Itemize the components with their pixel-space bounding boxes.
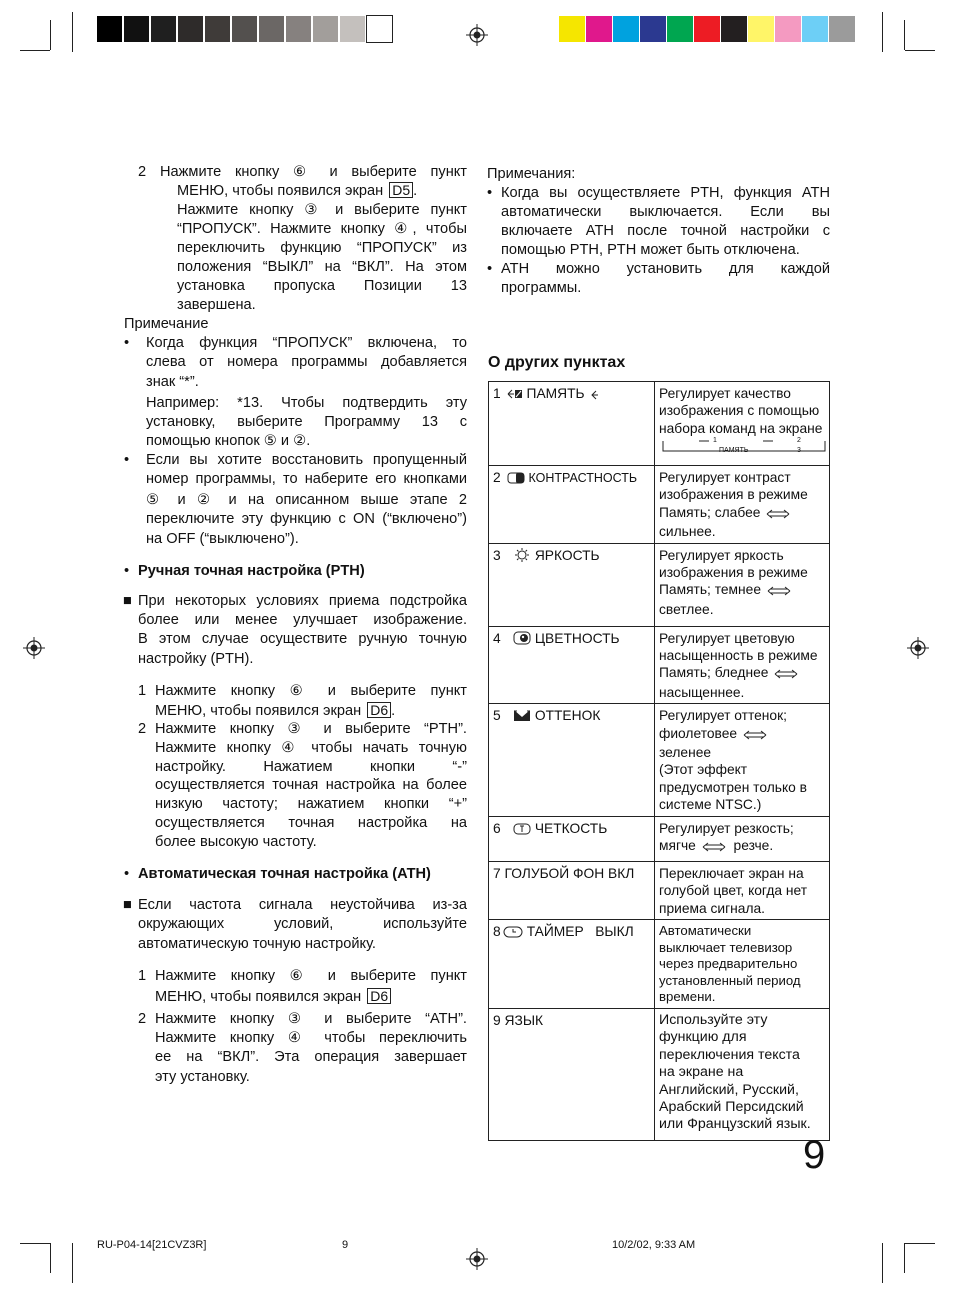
gray-swatch <box>313 16 338 42</box>
ath-step1-line: МЕНЮ, чтобы появился экран D6 <box>155 988 391 1007</box>
note2-line: Если вы хотите восстановить пропущенный <box>146 452 467 468</box>
rth-step1-line: МЕНЮ, чтобы появился экран D6 . <box>155 702 396 719</box>
table-row: 8 ТАЙМЕР ВЫКЛ Автоматически выключает телевизор через предварительно установленный период времени. <box>489 919 830 1008</box>
bullet: • <box>124 563 130 579</box>
step2-number: 2 <box>138 164 147 180</box>
step2-line: “ПРОПУСК”. Нажмите кнопку ④, чтобы <box>177 221 467 237</box>
bullet: • <box>124 452 130 468</box>
gray-swatch <box>151 16 176 42</box>
note1-line: Например: *13. Чтобы подтвердить эту <box>146 395 467 411</box>
gray-swatch <box>259 16 284 42</box>
table-row: 7 ГОЛУБОЙ ФОН ВКЛ Переключает экран на голубой цвет, когда нет приема сигнала. <box>489 861 830 919</box>
step2-line: Нажмите кнопку ③ и выберите пункт <box>177 202 467 218</box>
note2-line: номер программы, то наберите его кнопками <box>146 471 467 487</box>
rth-step2-line: более высокую частоту. <box>155 834 317 850</box>
square-bullet: ■ <box>123 897 132 913</box>
rth-step2-line: низкую частоту; нажатием кнопки “+” <box>155 796 467 812</box>
note1-line: Когда функция “ПРОПУСК” включена, то <box>146 335 467 351</box>
double-arrow-icon <box>743 727 767 744</box>
section-title: О других пунктах <box>488 354 626 371</box>
ath-step2-line: Нажмите кнопку ③ и выберите “ATH”. <box>155 1011 467 1027</box>
menu-items-table <box>488 381 830 1141</box>
gray-swatch <box>124 16 149 42</box>
screen-tag-d5: D5 <box>389 182 413 198</box>
contrast-icon <box>507 471 525 488</box>
color-swatch <box>694 16 720 42</box>
screen-tag-d6: D6 <box>367 988 391 1004</box>
color-swatch <box>775 16 801 42</box>
registration-mark-bottom-icon <box>466 1248 488 1270</box>
color-swatch <box>559 16 585 42</box>
rth-step2-line: осуществляется точная настройка на <box>155 815 467 831</box>
step-number: 1 <box>138 683 147 699</box>
table-row: 1 ПАМЯТЬ Регулирует качество изображения с помощью набора команд на экране 1 2 ПАМЯТЬ 3 <box>489 382 830 466</box>
registration-mark-right-icon <box>907 637 929 659</box>
note1-line: слева от номера программы добавляется <box>146 354 467 370</box>
table-row: 5 ОТТЕНОК Регулирует оттенок; фиолетовее зеленее (Этот эффект предусмотрен только в системе NTSC.) <box>489 704 830 816</box>
gray-swatch <box>178 16 203 42</box>
table-row: 9 ЯЗЫК Используйте эту функцию для переключения текста на экране на Английский, Русский, Арабский Персидский или Французский язык. <box>489 1008 830 1140</box>
footer-file: RU-P04-14[21CVZ3R] <box>97 1239 207 1251</box>
memory-icon <box>507 387 523 404</box>
color-swatch <box>829 16 855 42</box>
gray-swatch <box>367 16 392 42</box>
ath-intro-line: Если частота сигнала неустойчива из-за <box>138 897 467 913</box>
step-number: 1 <box>138 968 147 984</box>
page-number: 9 <box>803 1133 826 1177</box>
color-swatch <box>613 16 639 42</box>
memory-cycle-diagram: 1 2 ПАМЯТЬ 3 <box>659 437 826 457</box>
square-bullet: ■ <box>123 593 132 609</box>
bullet: • <box>487 185 493 201</box>
gray-swatch <box>340 16 365 42</box>
rth-heading: Ручная точная настройка (PTH) <box>138 563 365 579</box>
rnote1-line: автоматически выключается. Если вы <box>501 204 830 220</box>
gray-swatch <box>205 16 230 42</box>
bullet: • <box>487 261 493 277</box>
table-row: 3 ЯРКОСТЬ Регулирует яркость изображения в режиме Память; темнее светлее. <box>489 543 830 626</box>
brightness-icon <box>513 548 531 566</box>
double-arrow-icon <box>767 583 791 600</box>
bullet: • <box>124 335 130 351</box>
color-swatch <box>748 16 774 42</box>
note1-line: помощью кнопок ⑤ и ②. <box>146 433 311 449</box>
table-row: 6 ЧЕТКОСТЬ Регулирует резкость; мягче резче. <box>489 816 830 861</box>
note1-line: знак “*”. <box>146 374 199 390</box>
step-number: 2 <box>138 721 147 737</box>
table-row: 2 КОНТРАСТНОСТЬ Регулирует контраст изображения в режиме Память; слабее сильнее. <box>489 466 830 544</box>
note-heading: Примечание <box>124 316 209 332</box>
step2-line: установка пропуска Позиции 13 <box>177 278 467 294</box>
footer-date: 10/2/02, 9:33 AM <box>612 1239 696 1251</box>
color-swatch <box>640 16 666 42</box>
registration-mark-left-icon <box>23 637 45 659</box>
rth-step2-line: настройку. Нажатием кнопки “-” <box>155 759 467 775</box>
ath-heading: Автоматическая точная настройка (ATH) <box>138 866 431 882</box>
arrow-left-icon <box>590 387 598 404</box>
rnote2-line: программы. <box>501 280 582 296</box>
color-icon <box>513 631 531 649</box>
rth-step2-line: Нажмите кнопку ④ чтобы начать точную <box>155 740 467 756</box>
rnote1-line: Когда вы осуществляете PTH, функция ATH <box>501 185 830 201</box>
rth-step2-line: осуществляется точная настройка на более <box>155 777 467 793</box>
registration-mark-top-icon <box>466 24 488 46</box>
color-swatch <box>721 16 747 42</box>
ath-step1-line: Нажмите кнопку ⑥ и выберите пункт <box>155 968 467 984</box>
step2-line: переключить функцию “ПРОПУСК” из <box>177 240 467 256</box>
rth-step1-line: Нажмите кнопку ⑥ и выберите пункт <box>155 683 467 699</box>
ath-step2-line: ее на “ВКЛ”. Эта операция завершает <box>155 1049 467 1065</box>
double-arrow-icon <box>774 666 798 683</box>
step2-line: Нажмите кнопку ⑥ и выберите пункт <box>160 164 467 180</box>
notes-heading: Примечания: <box>487 166 576 182</box>
note2-line: переключите эту функцию с ON (“включено”) <box>146 511 467 527</box>
ath-step2-line: Нажмите кнопку ④ чтобы переключить <box>155 1030 467 1046</box>
table-row: 4 ЦВЕТНОСТЬ Регулирует цветовую насыщенность в режиме Память; бледнее насыщеннее. <box>489 626 830 704</box>
step2-line: положения “ВЫКЛ” на “ВКЛ”. На этом <box>177 259 467 275</box>
double-arrow-icon <box>766 506 790 523</box>
sharpness-icon <box>513 822 531 839</box>
gray-swatch <box>286 16 311 42</box>
ath-step2-line: эту установку. <box>155 1069 250 1085</box>
step2-line: завершена. <box>177 297 256 313</box>
color-swatch <box>586 16 612 42</box>
rth-intro-line: При некоторых условиях приема подстройка <box>138 593 467 609</box>
ath-intro-line: окружающих условий, используйте <box>138 916 467 932</box>
step-number: 2 <box>138 1011 147 1027</box>
bullet: • <box>124 866 130 882</box>
rth-intro-line: настройку (PTH). <box>138 651 254 667</box>
rth-step2-line: Нажмите кнопку ③ и выберите “PTH”. <box>155 721 467 737</box>
screen-tag-d6: D6 <box>367 702 391 718</box>
rth-intro-line: более или менее улучшает изображение. <box>138 612 467 628</box>
rnote2-line: ATH можно установить для каждой <box>501 261 830 277</box>
rnote1-line: включаете ATH после точной настройки с <box>501 223 830 239</box>
color-swatch <box>667 16 693 42</box>
note2-line: на OFF (“выключено”). <box>146 531 299 547</box>
ath-intro-line: автоматическую точную настройку. <box>138 936 376 952</box>
note2-line: ⑤ и ② и на описанном выше этапе 2 <box>146 492 467 508</box>
step2-line: МЕНЮ, чтобы появился экран D5 . <box>177 182 418 199</box>
gray-swatch <box>232 16 257 42</box>
footer-page: 9 <box>342 1239 349 1251</box>
color-swatch <box>802 16 828 42</box>
timer-icon <box>503 925 523 942</box>
rnote1-line: помощью PTH, PTH может быть отключена. <box>501 242 800 258</box>
double-arrow-icon <box>702 839 726 856</box>
tint-icon <box>513 708 531 726</box>
gray-swatch <box>97 16 122 42</box>
rth-intro-line: В этом случае осуществите ручную точную <box>138 631 467 647</box>
note1-line: установку, выберите Программу 13 с <box>146 414 467 430</box>
